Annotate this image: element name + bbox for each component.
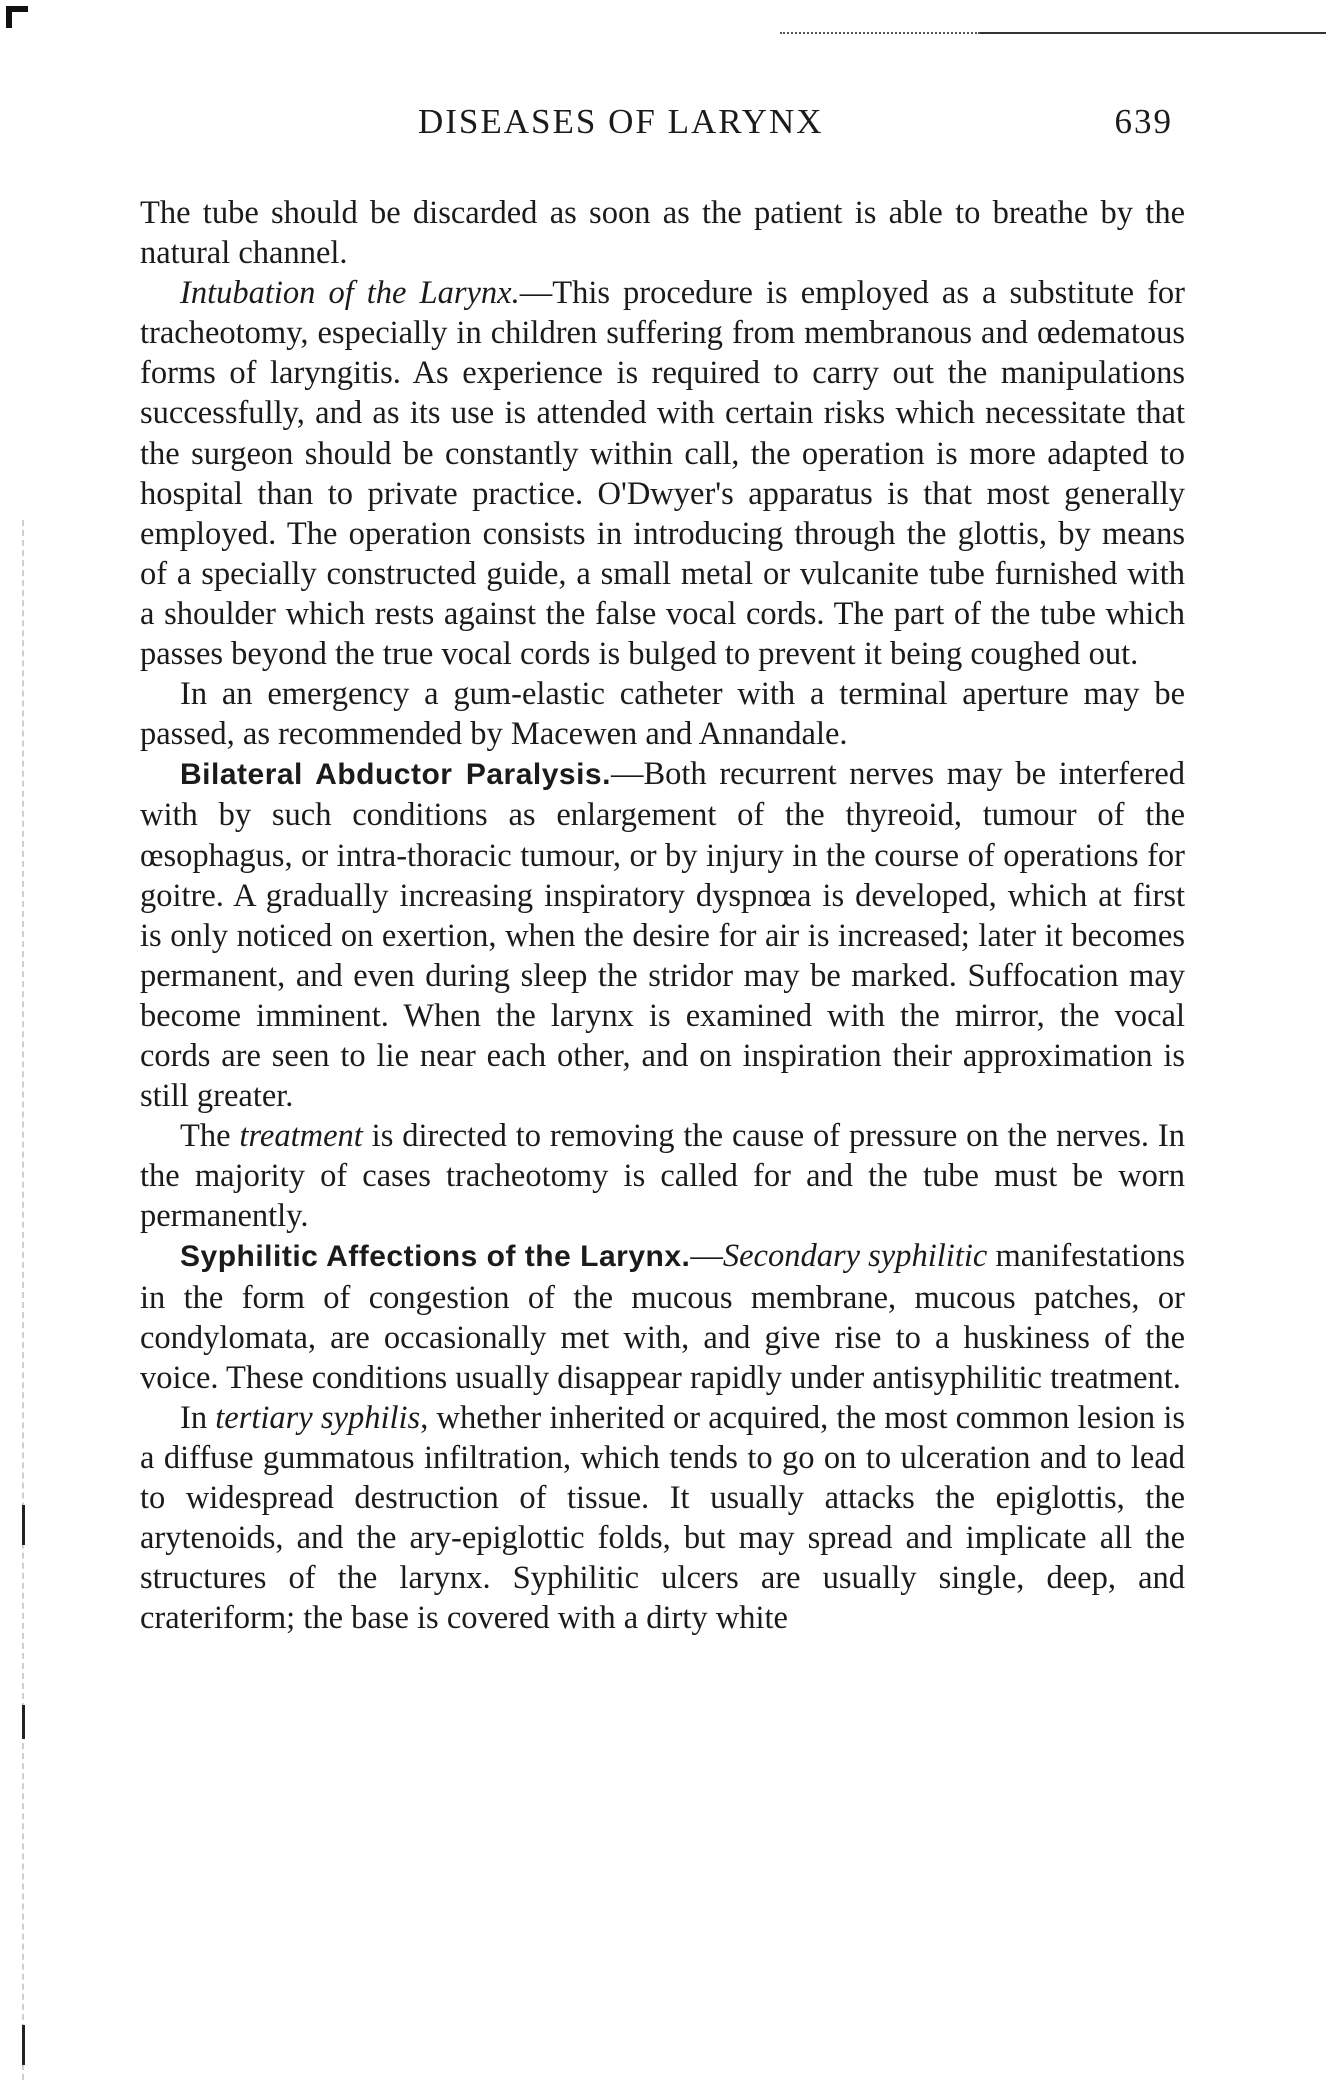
scan-edge-line	[780, 32, 980, 34]
page-header	[140, 102, 1185, 152]
paragraph: In tertiary syphilis, whether inherited or acquired, the most common lesion is a diffuse gummatous infiltration, which tends to go on to ulceration and to lead to widespread destruction of tissue. It usually attacks the epiglottis, the arytenoids, and the ary-epiglottic folds, but may spread and implicate all the structures of the larynx. Syphilitic ulcers are usually single, deep, and crateriform; the base is covered with a dirty white	[140, 1399, 1186, 1637]
page-number: 639	[1114, 102, 1173, 141]
section-heading: Bilateral Abductor Paralysis.	[180, 758, 611, 792]
section-heading: Syphilitic Affections of the Larynx.	[180, 1240, 691, 1274]
scan-margin-edge	[22, 520, 24, 2080]
scan-margin-mark	[22, 1705, 25, 1739]
paragraph: The treatment is directed to removing the cause of pressure on the nerves. In the majority of cases tracheotomy is called for and the tube must be worn permanently.	[140, 1118, 1186, 1235]
scan-corner-mark	[6, 6, 28, 28]
paragraph: Bilateral Abductor Paralysis.—Both recurrent nerves may be interfered with by such conditions as enlargement of the thyreoid, tumour of the œsophagus, or intra-thoracic tumour, or by injury in the course of operations for goitre. A gradually increasing inspiratory dyspnœa is developed, which at first is only noticed on exertion, when the desire for air is increased; later it becomes permanent, and even during sleep the stridor may be marked. Suffocation may become imminent. When the larynx is examined with the mirror, the vocal cords are seen to lie near each other, and on inspiration their approximation is still greater.	[140, 756, 1186, 1115]
paragraph: The tube should be discarded as soon as the patient is able to breathe by the natural channel.	[140, 195, 1185, 272]
scan-margin-mark	[22, 1505, 25, 1545]
body-text	[140, 193, 1185, 1638]
paragraph: Syphilitic Affections of the Larynx.—Secondary syphilitic manifestations in the form of congestion of the mucous membrane, mucous patches, or condylomata, are occasionally met with, and give rise to a huskiness of the voice. These conditions usually disappear rapidly under antisyphilitic treatment.	[140, 1238, 1185, 1396]
italic-subheading: Intubation of the Larynx.	[180, 275, 520, 312]
paragraph: Intubation of the Larynx.—This procedure is employed as a substitute for tracheotomy, especially in children suffering from membranous and œdematous forms of laryngitis. As experience is required to carry out the manipulations successfully, and as its use is attended with certain risks which necessitate that the surgeon should be constantly within call, the operation is more adapted to hospital than to private practice. O'Dwyer's apparatus is that most generally employed. The operation consists in introducing through the glottis, by means of a specially constructed guide, a small metal or vulcanite tube furnished with a shoulder which rests against the false vocal cords. The part of the tube which passes beyond the true vocal cords is bulged to prevent it being coughed out.	[140, 275, 1185, 673]
scan-edge-line	[980, 32, 1326, 34]
paragraph: In an emergency a gum-elastic catheter with a terminal aperture may be passed, as recommended by Macewen and Annandale.	[140, 676, 1185, 753]
scan-margin-mark	[22, 2025, 25, 2065]
running-title: DISEASES OF LARYNX	[418, 102, 824, 141]
